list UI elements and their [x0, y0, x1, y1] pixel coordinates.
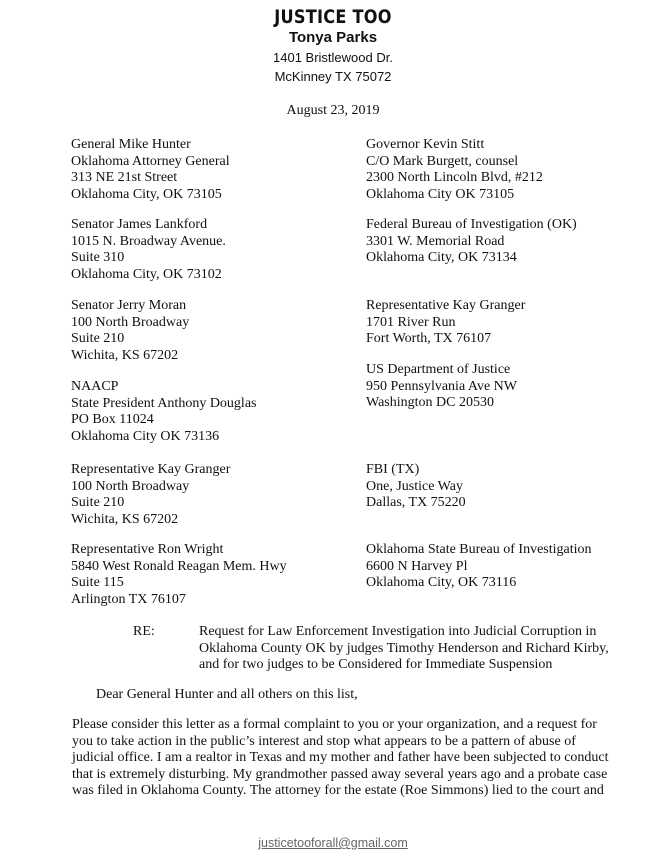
address-line: Wichita, KS 67202: [71, 511, 179, 527]
address-line: 100 North Broadway: [71, 478, 190, 494]
address-line: Representative Kay Granger: [366, 298, 526, 313]
address-line: Federal Bureau of Investigation (OK): [366, 217, 577, 232]
address-line: US Department of Justice: [366, 362, 511, 377]
sender-street: 1401 Bristlewood Dr.: [273, 50, 393, 65]
address-line: PO Box 11024: [71, 412, 154, 427]
re-label: RE:: [133, 624, 155, 639]
recipient-address: [71, 217, 226, 283]
re-subject-line: and for two judges to be Considered for Immediate Suspension: [199, 657, 553, 672]
organization-name: JUSTICE TOO: [274, 6, 392, 28]
address-line: Suite 310: [71, 250, 125, 265]
address-line: Oklahoma City, OK 73102: [71, 266, 222, 282]
footer: [0, 836, 666, 850]
address-line: State President Anthony Douglas: [71, 395, 257, 411]
body-line: judicial office. I am a realtor in Texas and my mother and father have been subjected to conduct: [72, 750, 609, 765]
letter-date: August 23, 2019: [286, 103, 380, 118]
address-line: 3301 W. Memorial Road: [366, 233, 505, 249]
footer-email-link[interactable]: justicetooforall@gmail.com: [258, 836, 408, 850]
address-line: Oklahoma City OK 73105: [366, 186, 515, 202]
address-line: General Mike Hunter: [71, 137, 191, 152]
address-line: 2300 North Lincoln Blvd, #212: [366, 170, 543, 185]
recipient-address: [71, 137, 230, 203]
address-line: Suite 115: [71, 575, 124, 590]
address-line: Governor Kevin Stitt: [366, 137, 485, 152]
address-line: Oklahoma City OK 73136: [71, 428, 220, 444]
address-line: Arlington TX 76107: [71, 591, 186, 607]
recipient-address: [71, 298, 189, 364]
recipient-address: [366, 542, 592, 592]
recipient-address: [366, 137, 543, 203]
recipient-address: [366, 462, 466, 512]
recipient-address: [366, 362, 517, 412]
address-line: Representative Ron Wright: [71, 542, 224, 557]
address-line: One, Justice Way: [366, 478, 463, 494]
address-line: FBI (TX): [366, 462, 420, 477]
body-line: that is extremely disturbing. My grandmother passed away several years ago and a probate case: [72, 766, 608, 782]
address-line: 313 NE 21st Street: [71, 170, 178, 185]
recipient-address: [71, 379, 257, 445]
sender-name: Tonya Parks: [288, 29, 378, 46]
address-line: Washington DC 20530: [366, 395, 494, 410]
address-line: 5840 West Ronald Reagan Mem. Hwy: [71, 558, 287, 574]
re-subject-line: Oklahoma County OK by judges Timothy Henderson and Richard Kirby,: [199, 640, 609, 656]
body-paragraph: [72, 717, 638, 800]
letterhead: [0, 6, 666, 86]
address-line: 950 Pennsylvania Ave NW: [366, 378, 517, 394]
address-line: Dallas, TX 75220: [366, 495, 466, 510]
address-line: Oklahoma City, OK 73134: [366, 250, 517, 265]
address-line: C/O Mark Burgett, counsel: [366, 153, 519, 169]
re-subject: [199, 624, 639, 674]
address-line: Oklahoma Attorney General: [71, 153, 230, 169]
address-line: NAACP: [71, 379, 119, 394]
address-line: Suite 210: [71, 495, 125, 510]
recipient-address: [366, 298, 525, 348]
address-line: 1015 N. Broadway Avenue.: [71, 233, 226, 249]
address-line: Oklahoma State Bureau of Investigation: [366, 542, 592, 557]
body-line: was filed in Oklahoma County. The attorney for the estate (Roe Simmons) lied to the court and: [72, 783, 604, 798]
address-line: 1701 River Run: [366, 314, 456, 330]
sender-city: McKinney TX 75072: [274, 69, 392, 84]
body-line: you to take action in the public’s interest and stop what appears to be a pattern of abuse of: [72, 733, 576, 749]
address-line: Oklahoma City, OK 73105: [71, 186, 222, 202]
address-line: Senator James Lankford: [71, 217, 208, 232]
address-line: Oklahoma City, OK 73116: [366, 575, 517, 590]
re-subject-line: Request for Law Enforcement Investigation into Judicial Corruption in: [199, 624, 597, 639]
salutation: Dear General Hunter and all others on this list,: [96, 687, 358, 702]
body-line: Please consider this letter as a formal complaint to you or your organization, and a request for: [72, 717, 597, 732]
address-line: 6600 N Harvey Pl: [366, 558, 468, 574]
address-line: Wichita, KS 67202: [71, 347, 179, 363]
recipient-address: [366, 217, 577, 267]
recipient-address: [71, 542, 287, 608]
address-line: Senator Jerry Moran: [71, 298, 187, 313]
recipient-address: [71, 462, 230, 528]
address-line: Representative Kay Granger: [71, 462, 231, 477]
address-line: 100 North Broadway: [71, 314, 190, 330]
address-line: Suite 210: [71, 331, 125, 346]
address-line: Fort Worth, TX 76107: [366, 331, 492, 346]
